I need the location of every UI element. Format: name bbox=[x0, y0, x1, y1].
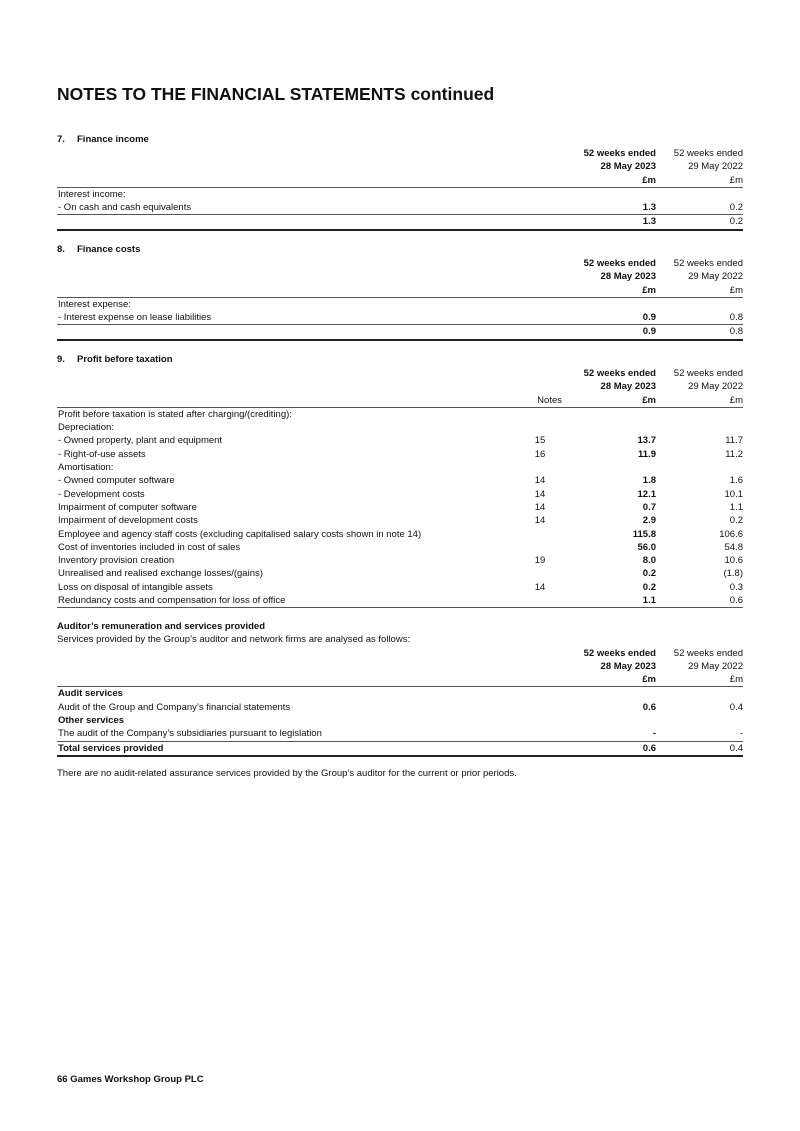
table-row bbox=[57, 488, 743, 501]
prior-date-header: 29 May 2022 bbox=[688, 161, 743, 173]
prior-period-header: 52 weeks ended bbox=[673, 368, 743, 379]
current-period-header: 52 weeks ended bbox=[583, 368, 656, 379]
row-label: Redundancy costs and compensation for loss of office bbox=[57, 594, 517, 608]
table-row bbox=[57, 727, 743, 741]
current-value: 1.1 bbox=[563, 594, 658, 608]
current-value bbox=[563, 407, 658, 421]
total-row bbox=[57, 325, 743, 340]
column-header-row bbox=[57, 394, 743, 408]
page-footer: 66 Games Workshop Group PLC bbox=[57, 1074, 204, 1085]
table-row bbox=[57, 421, 743, 434]
column-header-row bbox=[57, 647, 743, 660]
note-9-rows bbox=[57, 407, 743, 607]
prior-date-header: 29 May 2022 bbox=[688, 660, 743, 672]
prior-unit-header: £m bbox=[658, 284, 743, 298]
footnote: There are no audit-related assurance services provided by the Group’s auditor for the current or prior periods. bbox=[57, 768, 517, 779]
row-note-ref bbox=[517, 541, 563, 554]
total-prior-value: 0.2 bbox=[658, 215, 743, 230]
table-row bbox=[57, 594, 743, 608]
current-value: 1.3 bbox=[563, 201, 658, 215]
row-label: - On cash and cash equivalents bbox=[57, 201, 517, 215]
current-value: 8.0 bbox=[642, 555, 656, 567]
note-9-table bbox=[57, 367, 743, 608]
prior-date-header: 29 May 2022 bbox=[688, 381, 743, 393]
current-value: 0.2 bbox=[642, 568, 656, 580]
prior-period-header: 52 weeks ended bbox=[673, 258, 743, 269]
prior-value: 106.6 bbox=[719, 528, 743, 540]
current-value bbox=[563, 421, 658, 434]
note-title: Profit before taxation bbox=[77, 354, 173, 365]
current-value bbox=[563, 297, 658, 311]
table-row bbox=[57, 554, 743, 567]
row-label: Loss on disposal of intangible assets bbox=[58, 581, 213, 593]
table-row bbox=[57, 581, 743, 594]
table-row bbox=[57, 187, 743, 201]
prior-period-header: 52 weeks ended bbox=[673, 148, 743, 159]
row-label: The audit of the Company’s subsidiaries pursuant to legislation bbox=[57, 727, 517, 741]
prior-unit-header: £m bbox=[658, 174, 743, 188]
table-row bbox=[57, 448, 743, 461]
current-date-header: 28 May 2023 bbox=[600, 660, 656, 672]
row-label: - Owned property, plant and equipment bbox=[58, 435, 223, 447]
total-label: Total services provided bbox=[57, 741, 517, 756]
prior-value bbox=[658, 297, 743, 311]
prior-value: 0.2 bbox=[658, 201, 743, 215]
row-label: Depreciation: bbox=[58, 422, 114, 434]
current-value: 0.9 bbox=[563, 311, 658, 325]
table-row bbox=[57, 474, 743, 487]
prior-value: 0.4 bbox=[729, 701, 743, 713]
row-label: Interest income: bbox=[58, 188, 126, 200]
row-note-ref: 19 bbox=[534, 555, 546, 567]
prior-value: 54.8 bbox=[724, 541, 743, 553]
prior-value: 0.3 bbox=[729, 581, 743, 593]
page-title: NOTES TO THE FINANCIAL STATEMENTS continued bbox=[57, 84, 495, 104]
column-header-row bbox=[57, 257, 743, 270]
current-unit-header: £m bbox=[563, 394, 658, 408]
row-label: - Owned computer software bbox=[58, 475, 175, 487]
prior-value: 0.6 bbox=[658, 594, 743, 608]
note-8-table bbox=[57, 257, 743, 341]
auditor-table bbox=[57, 647, 743, 757]
total-prior-value: 0.4 bbox=[658, 741, 743, 756]
row-note-ref: 14 bbox=[534, 515, 546, 527]
table-row bbox=[57, 311, 743, 325]
row-label: - Interest expense on lease liabilities bbox=[57, 311, 517, 325]
row-note-ref: 14 bbox=[534, 475, 546, 487]
prior-value: - bbox=[658, 727, 743, 741]
prior-value bbox=[658, 407, 743, 421]
row-label: Cost of inventories included in cost of sales bbox=[58, 541, 241, 553]
current-period-header: 52 weeks ended bbox=[583, 148, 656, 159]
prior-value: 11.7 bbox=[725, 435, 743, 447]
current-value: 1.8 bbox=[642, 475, 656, 487]
current-value: - bbox=[563, 727, 658, 741]
row-note-ref: 14 bbox=[534, 488, 546, 500]
row-label: Unrealised and realised exchange losses/(gains) bbox=[58, 568, 263, 580]
table-row bbox=[57, 714, 743, 727]
column-header-row bbox=[57, 660, 743, 673]
note-title: Finance costs bbox=[77, 244, 141, 255]
note-7-table bbox=[57, 147, 743, 231]
current-period-header: 52 weeks ended bbox=[583, 258, 656, 269]
total-current-value: 1.3 bbox=[563, 215, 658, 230]
current-value: 2.9 bbox=[642, 515, 656, 527]
column-header-row bbox=[57, 673, 743, 687]
current-value: 0.6 bbox=[642, 701, 656, 713]
row-label: Employee and agency staff costs (excluding capitalised salary costs shown in note 14) bbox=[58, 528, 422, 540]
row-note-ref: 14 bbox=[534, 501, 546, 513]
total-row bbox=[57, 741, 743, 756]
row-label: - Development costs bbox=[58, 488, 145, 500]
note-7-heading bbox=[57, 133, 743, 147]
row-note-ref bbox=[517, 461, 563, 474]
current-date-header: 28 May 2023 bbox=[600, 161, 656, 173]
current-value: 11.9 bbox=[638, 448, 656, 460]
current-period-header: 52 weeks ended bbox=[583, 647, 656, 659]
table-row bbox=[57, 514, 743, 527]
current-value: 13.7 bbox=[637, 435, 656, 447]
row-label: Interest expense: bbox=[58, 298, 131, 310]
prior-value: 0.2 bbox=[729, 515, 743, 527]
row-note-ref bbox=[517, 567, 563, 580]
total-current-value: 0.9 bbox=[563, 325, 658, 340]
other-services-label: Other services bbox=[58, 715, 125, 727]
table-row bbox=[57, 407, 743, 421]
prior-value: 11.2 bbox=[725, 448, 743, 460]
table-row bbox=[57, 567, 743, 580]
current-value: 0.7 bbox=[642, 501, 656, 513]
total-prior-value: 0.8 bbox=[658, 325, 743, 340]
current-unit-header: £m bbox=[563, 284, 658, 298]
note-number: 8. bbox=[57, 244, 65, 255]
current-value bbox=[563, 187, 658, 201]
current-value: 56.0 bbox=[637, 541, 656, 553]
table-row bbox=[57, 297, 743, 311]
auditor-intro: Services provided by the Group’s auditor and network firms are analysed as follows: bbox=[57, 634, 411, 646]
row-note-ref bbox=[517, 421, 563, 434]
prior-period-header: 52 weeks ended bbox=[673, 647, 743, 659]
current-date-header: 28 May 2023 bbox=[600, 381, 656, 393]
row-note-ref: 15 bbox=[534, 435, 546, 447]
table-row bbox=[57, 541, 743, 554]
audit-services-label: Audit services bbox=[58, 688, 123, 700]
row-note-ref bbox=[517, 407, 563, 421]
current-unit-header: £m bbox=[563, 174, 658, 188]
note-number: 7. bbox=[57, 134, 65, 145]
table-row bbox=[57, 687, 743, 701]
row-label: Impairment of computer software bbox=[58, 501, 197, 513]
row-label: Profit before taxation is stated after charging/(crediting): bbox=[58, 408, 292, 420]
current-value: 12.1 bbox=[637, 488, 656, 500]
prior-unit-header: £m bbox=[658, 394, 743, 408]
prior-value bbox=[658, 187, 743, 201]
row-label: - Right-of-use assets bbox=[58, 448, 146, 460]
row-note-ref bbox=[517, 594, 563, 608]
prior-value bbox=[658, 421, 743, 434]
note-8-finance-costs bbox=[57, 243, 743, 341]
column-header-row bbox=[57, 284, 743, 298]
notes-header: Notes bbox=[517, 394, 563, 408]
column-header-row bbox=[57, 174, 743, 188]
total-row bbox=[57, 215, 743, 230]
prior-value: 0.8 bbox=[658, 311, 743, 325]
prior-value: 10.6 bbox=[724, 555, 743, 567]
row-label: Inventory provision creation bbox=[58, 555, 175, 567]
column-header-row bbox=[57, 147, 743, 160]
note-title: Finance income bbox=[77, 134, 149, 145]
table-row bbox=[57, 528, 743, 541]
prior-date-header: 29 May 2022 bbox=[688, 271, 743, 283]
row-note-ref bbox=[517, 528, 563, 541]
column-header-row bbox=[57, 380, 743, 393]
note-7-finance-income bbox=[57, 133, 743, 231]
note-9-heading bbox=[57, 353, 743, 367]
note-8-heading bbox=[57, 243, 743, 257]
note-9-profit-before-taxation bbox=[57, 353, 743, 608]
row-label: Audit of the Group and Company’s financial statements bbox=[58, 701, 291, 713]
total-current-value: 0.6 bbox=[563, 741, 658, 756]
column-header-row bbox=[57, 367, 743, 380]
current-value bbox=[563, 461, 658, 474]
row-label: Amortisation: bbox=[58, 462, 114, 474]
prior-value: (1.8) bbox=[723, 568, 743, 580]
column-header-row bbox=[57, 270, 743, 283]
column-header-row bbox=[57, 160, 743, 173]
prior-value: 10.1 bbox=[724, 488, 743, 500]
table-row bbox=[57, 701, 743, 714]
current-date-header: 28 May 2023 bbox=[600, 271, 656, 283]
current-unit-header: £m bbox=[563, 673, 658, 687]
current-value: 115.8 bbox=[632, 528, 656, 540]
prior-value bbox=[658, 461, 743, 474]
prior-value: 1.1 bbox=[729, 501, 743, 513]
table-row bbox=[57, 461, 743, 474]
prior-value: 1.6 bbox=[729, 475, 743, 487]
auditor-remuneration bbox=[57, 620, 743, 757]
current-value: 0.2 bbox=[642, 581, 656, 593]
note-number: 9. bbox=[57, 354, 65, 365]
auditor-heading: Auditor’s remuneration and services provided bbox=[57, 621, 265, 632]
prior-unit-header: £m bbox=[658, 673, 743, 687]
row-note-ref: 16 bbox=[534, 448, 546, 460]
table-row bbox=[57, 201, 743, 215]
table-row bbox=[57, 501, 743, 514]
table-row bbox=[57, 434, 743, 447]
row-note-ref: 14 bbox=[534, 581, 546, 593]
row-label: Impairment of development costs bbox=[58, 515, 198, 527]
